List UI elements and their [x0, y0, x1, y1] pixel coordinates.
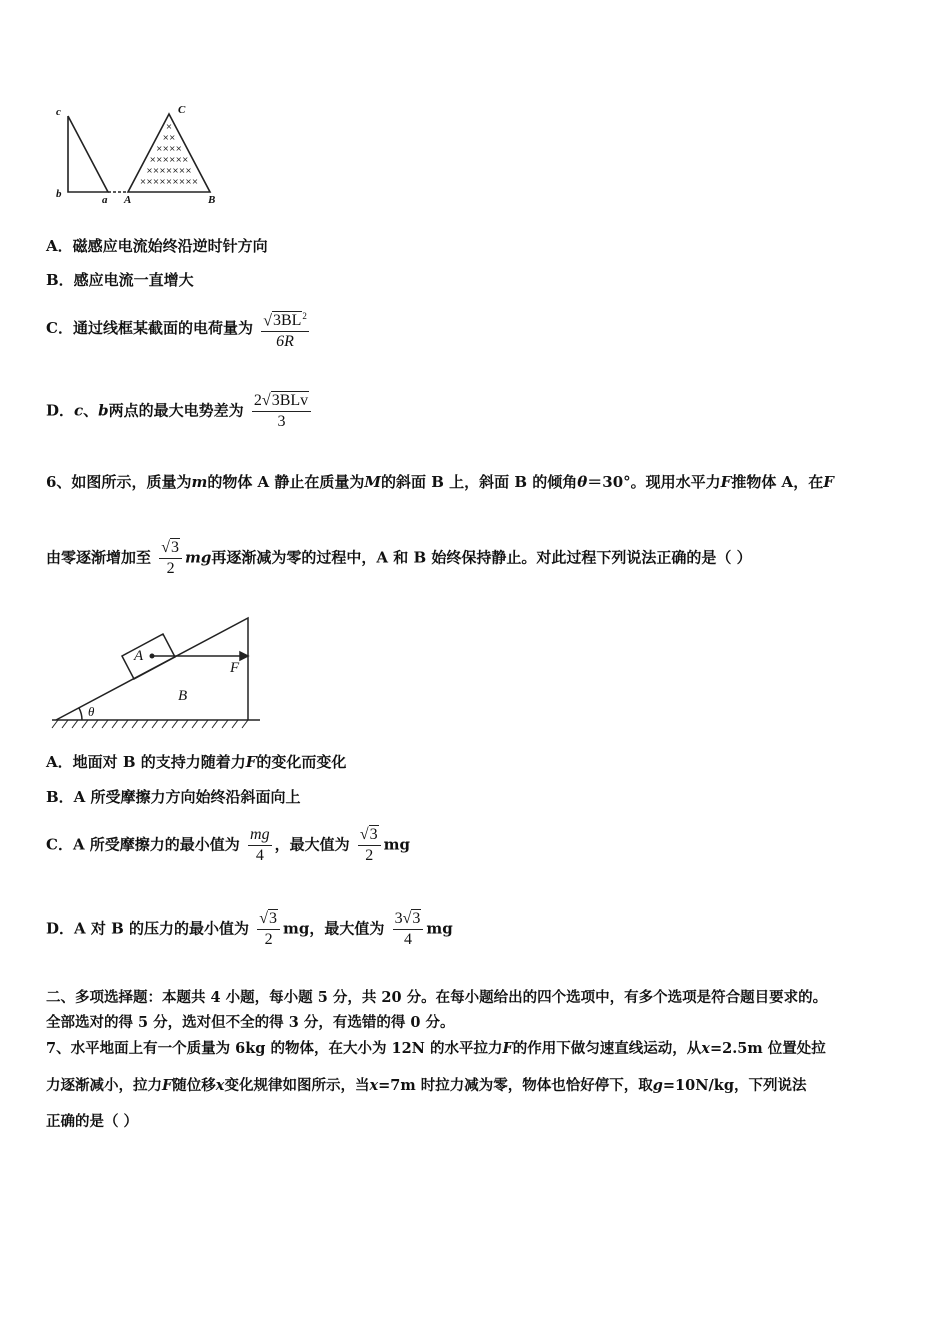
q6-d-f2-num: 3	[412, 910, 421, 927]
q6-l1-theta: θ	[577, 473, 588, 491]
label-block-A: A	[134, 648, 144, 664]
field-x-mark: ×	[168, 144, 176, 153]
q6-l1-M: M	[364, 473, 382, 491]
q5-option-a: A．磁感应电流始终沿逆时针方向	[46, 237, 268, 255]
q5-option-d-label: D．	[46, 401, 75, 420]
q5-option-c-fraction: $\frac{√3BL^2}{6R}$	[261, 306, 309, 352]
hatch-line	[122, 720, 128, 728]
q6-d-text2: mg，最大值为	[283, 919, 385, 938]
q6-stem-fraction: $\frac{√3}{2}$	[159, 538, 182, 579]
q6-d-f1-num: 3	[269, 910, 278, 927]
ground-hatching	[52, 720, 248, 728]
q5-option-c-text: C．通过线框某截面的电荷量为	[46, 319, 253, 338]
coil-triangle	[68, 116, 108, 192]
field-x-mark: ×	[175, 155, 183, 164]
q6-l1-b: 的物体 A 静止在质量为	[207, 473, 365, 491]
q6-c-text1: C．A 所受摩擦力的最小值为	[46, 835, 240, 854]
angle-arc	[79, 708, 82, 720]
hatch-line	[112, 720, 118, 728]
label-force-F: F	[230, 660, 240, 676]
q6-l1-F: F	[720, 473, 732, 491]
field-x-mark: ×	[152, 166, 160, 175]
field-x-mark: ×	[146, 177, 153, 186]
q6-c-fraction1	[248, 825, 272, 866]
label-b: b	[56, 188, 62, 200]
q6-l1-d: ＝30°。现用水平力	[587, 473, 721, 491]
field-x-mark: ×	[185, 166, 192, 175]
field-x-mark: ×	[146, 166, 153, 175]
field-x-mark: ×	[152, 177, 160, 186]
q7-stem-line3: 正确的是（ ）	[46, 1113, 139, 1130]
q6-l1-c: 的斜面 B 上，斜面 B 的倾角	[381, 473, 578, 491]
q5-d-coef: 2	[253, 392, 262, 409]
q6-a-text1: A．地面对 B 的支持力随着力	[46, 753, 246, 771]
q7-l2-F: F	[162, 1077, 173, 1094]
field-x-mark: ×	[162, 144, 170, 153]
q5-c-denominator: 6R	[276, 333, 294, 351]
q5-d-point-c: c	[74, 401, 84, 420]
q7-l2-x: x	[215, 1077, 225, 1094]
field-x-mark: ×	[191, 177, 199, 186]
q6-l2-den: 2	[166, 560, 175, 577]
hatch-line	[222, 720, 228, 728]
hatch-line	[52, 720, 58, 728]
q6-l1-F2: F	[823, 473, 834, 491]
coil-field-diagram	[50, 104, 230, 214]
q6-l2-num: 3	[171, 539, 180, 556]
section2-heading-line1: 二、多项选择题：本题共 4 小题，每小题 5 分，共 20 分。在每小题给出的四个选项中，有多个选项是符合题目要求的。	[46, 989, 828, 1006]
hatch-line	[152, 720, 158, 728]
q7-l2-x2: x	[369, 1077, 379, 1094]
q6-c-f2-den: 2	[365, 847, 374, 864]
q6-d-text1: D．A 对 B 的压力的最小值为	[46, 919, 249, 938]
field-x-mark: ×	[149, 155, 157, 164]
q6-d-text3: mg	[426, 919, 453, 938]
field-x-mark: ×	[178, 166, 186, 175]
q5-option-c	[46, 306, 312, 352]
field-x-mark: ×	[178, 177, 186, 186]
field-x-mark: ×	[165, 177, 173, 186]
q5-d-denominator: 3	[277, 413, 286, 430]
q7-l1-F: F	[502, 1040, 513, 1057]
field-x-mark: ×	[162, 155, 170, 164]
field-x-mark: ×	[168, 155, 176, 164]
figure-coil-and-field	[50, 104, 230, 214]
q7-l1-b: 的作用下做匀速直线运动，从	[512, 1040, 702, 1057]
hatch-line	[142, 720, 148, 728]
field-x-mark: ×	[159, 177, 166, 186]
label-c: c	[56, 106, 61, 118]
hatch-line	[192, 720, 198, 728]
q6-l1-e: 推物体 A，在	[731, 473, 824, 491]
q6-option-c	[46, 825, 410, 866]
label-A: A	[124, 194, 132, 206]
q7-l2-c: 变化规律如图所示，当	[224, 1077, 370, 1094]
field-x-mark: ×	[172, 166, 179, 175]
field-x-mark: ×	[155, 155, 163, 164]
q6-c-f1-num: mg	[248, 825, 272, 846]
q5-option-d	[46, 391, 314, 432]
label-incline-B: B	[178, 688, 188, 704]
figure-incline	[48, 612, 268, 730]
q5-d-numerator: 3BLv	[271, 392, 309, 409]
q7-l1-a: 7、水平地面上有一个质量为 6kg 的物体，在大小为 12N 的水平拉力	[46, 1040, 503, 1057]
hatch-line	[92, 720, 98, 728]
hatch-line	[72, 720, 78, 728]
q6-a-text2: 的变化而变化	[256, 753, 347, 771]
q6-l2-b: 再逐渐减为零的过程中，A 和 B 始终保持静止。对此过程下列说法正确的是（ ）	[211, 548, 752, 567]
hatch-line	[212, 720, 218, 728]
q6-a-F: F	[245, 753, 257, 771]
q5-d-text: 两点的最大电势差为	[108, 401, 244, 420]
force-arrowhead	[240, 652, 248, 660]
q6-d-f2-coef: 3	[394, 910, 403, 927]
hatch-line	[82, 720, 88, 728]
q6-option-d	[46, 909, 453, 950]
field-x-mark: ×	[139, 177, 147, 186]
q7-l2-g: g	[652, 1077, 663, 1094]
field-x-mark: ×	[159, 166, 166, 175]
q7-l1-c: =2.5m 位置处拉	[709, 1040, 826, 1057]
q7-l2-d: =7m 时拉力减为零，物体也恰好停下，取	[378, 1077, 653, 1094]
section2-heading-line2: 全部选对的得 5 分，选对但不全的得 3 分，有选错的得 0 分。	[46, 1014, 455, 1031]
q7-stem-line1	[46, 1039, 826, 1059]
hatch-line	[162, 720, 168, 728]
q6-d-f1-den: 2	[264, 931, 273, 948]
q6-stem-line2	[46, 538, 752, 579]
q6-c-text2: ，最大值为	[274, 835, 350, 854]
field-x-mark: ×	[165, 166, 173, 175]
hatch-line	[62, 720, 68, 728]
q6-c-f2-num: 3	[369, 826, 378, 843]
field-x-mark: ×	[165, 122, 173, 131]
q7-l2-e: =10N/kg，下列说法	[662, 1077, 807, 1094]
field-x-mark: ×	[162, 133, 170, 142]
q6-d-f2-den: 4	[404, 931, 413, 948]
hatch-line	[232, 720, 238, 728]
hatch-line	[202, 720, 208, 728]
q6-d-fraction2: $\frac{3√3}{4}$	[393, 909, 424, 950]
q7-l2-a: 力逐渐减小，拉力	[46, 1077, 162, 1094]
q5-d-point-b: b	[98, 401, 109, 420]
hatch-line	[242, 720, 248, 728]
label-B: B	[208, 194, 216, 206]
label-a: a	[102, 194, 108, 206]
label-C: C	[178, 104, 186, 116]
q7-l2-b: 随位移	[172, 1077, 216, 1094]
q5-option-b: B．感应电流一直增大	[46, 271, 194, 289]
q5-option-d-fraction: $\frac{\text{2√3BLv}}{3}$	[252, 391, 311, 432]
q6-l2-a: 由零逐渐增加至	[46, 548, 152, 567]
q5-d-sep: 、	[83, 401, 99, 420]
q7-stem-line2	[46, 1076, 806, 1096]
label-theta: θ	[88, 704, 95, 719]
q7-l1-x: x	[701, 1040, 710, 1057]
field-x-mark: ×	[175, 144, 183, 153]
field-x-mark: ×	[181, 155, 189, 164]
q6-c-fraction2: $\frac{√3}{2}$	[358, 825, 381, 866]
q6-option-a	[46, 752, 346, 772]
hatch-line	[172, 720, 178, 728]
q5-c-exponent: 2	[302, 311, 307, 321]
q6-option-b: B．A 所受摩擦力方向始终沿斜面向上	[46, 788, 301, 806]
field-x-mark: ×	[185, 177, 192, 186]
hatch-line	[132, 720, 138, 728]
q6-l1-m: m	[191, 473, 208, 491]
q6-c-text3: mg	[383, 835, 411, 854]
field-x-mark: ×	[155, 144, 163, 153]
q6-c-f1-den: 4	[255, 847, 264, 864]
field-x-mark: ×	[168, 133, 176, 142]
q6-stem-line1	[46, 472, 834, 492]
q5-c-numerator: 3BL	[272, 312, 302, 330]
hatch-line	[102, 720, 108, 728]
force-origin-dot	[150, 654, 155, 659]
q6-d-fraction1: $\frac{√3}{2}$	[257, 909, 280, 950]
q6-l2-mg: mg	[185, 548, 212, 567]
hatch-line	[182, 720, 188, 728]
q6-l1-a: 6、如图所示，质量为	[46, 473, 192, 491]
field-x-mark: ×	[172, 177, 179, 186]
